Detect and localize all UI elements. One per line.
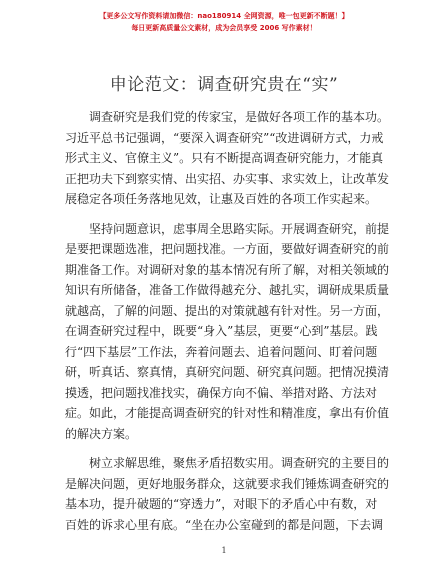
text-line: 研，听真话、察真情，真研究问题、研究真问题。把情况摸清 (65, 365, 390, 379)
text-line: 行“四下基层”工作法，奔着问题去、追着问题问、盯着问题 (65, 344, 378, 359)
text-line: 的解决方案。 (65, 426, 138, 441)
header-banner (0, 10, 448, 34)
page-number: 1 (221, 546, 227, 555)
text-line: 形式主义、官僚主义”。只有不断提高调查研究能力，才能真 (65, 151, 384, 165)
text-line: 坚持问题意识，虑事周全思路实际。开展调查研究，前提 (89, 221, 390, 236)
text-line: 树立求解思维，聚焦矛盾招数实用。调查研究的主要目的 (89, 456, 390, 470)
banner-line-2: 每日更新高质量公文素材，成为会员享受 2006 写作素材！ (131, 24, 317, 32)
text-line: 期准备工作。对调研对象的基本情况有所了解，对相关领域的 (65, 262, 390, 277)
text-line: 摸透，把问题找准找实，确保方向不偏、举措对路、方法对 (65, 385, 378, 400)
text-line: 在调查研究过程中，既要“身入”基层，更要“心到”基层。践 (65, 324, 378, 338)
document-title: 申论范文：调查研究贵在“实” (109, 75, 339, 95)
banner-line-1: 【更多公文写作资料请加微信：nao180914 全网资源，唯一包更新不断题！】 (99, 12, 349, 20)
text-line: 是要把课题选准，把问题找准。一方面，要做好调查研究的前 (65, 242, 390, 256)
text-line: 基本功，提升破题的“穿透力”，对眼下的矛盾心中有数，对 (65, 497, 378, 511)
document-body (65, 107, 390, 544)
text-line: 知识有所储备，准备工作做得越充分、越扎实，调研成果质量 (65, 283, 390, 297)
paragraph-1 (65, 107, 390, 210)
text-line: 正把功夫下到察实情、出实招、办实事、求实效上，让改革发 (65, 171, 390, 186)
text-line: 是解决问题，更好地服务群众，这就要求我们锤炼调查研究的 (65, 476, 390, 491)
text-line: 就越高，了解的问题、提出的对策就越有针对性。另一方面， (65, 303, 390, 318)
paragraph-3 (65, 453, 390, 535)
text-line: 调查研究是我们党的传家宝，是做好各项工作的基本功。 (89, 110, 390, 124)
text-line: 症。如此，才能提高调查研究的针对性和精准度，拿出有价值 (65, 406, 390, 420)
text-line: 习近平总书记强调，“要深入调查研究”“改进调研方式，力戒 (65, 130, 384, 145)
text-line: 百姓的诉求心里有底。“坐在办公室碰到的都是问题，下去调 (65, 517, 384, 532)
paragraph-2 (65, 219, 390, 445)
text-line: 展稳定各项任务落地见效，让惠及百姓的各项工作实起来。 (65, 192, 378, 206)
